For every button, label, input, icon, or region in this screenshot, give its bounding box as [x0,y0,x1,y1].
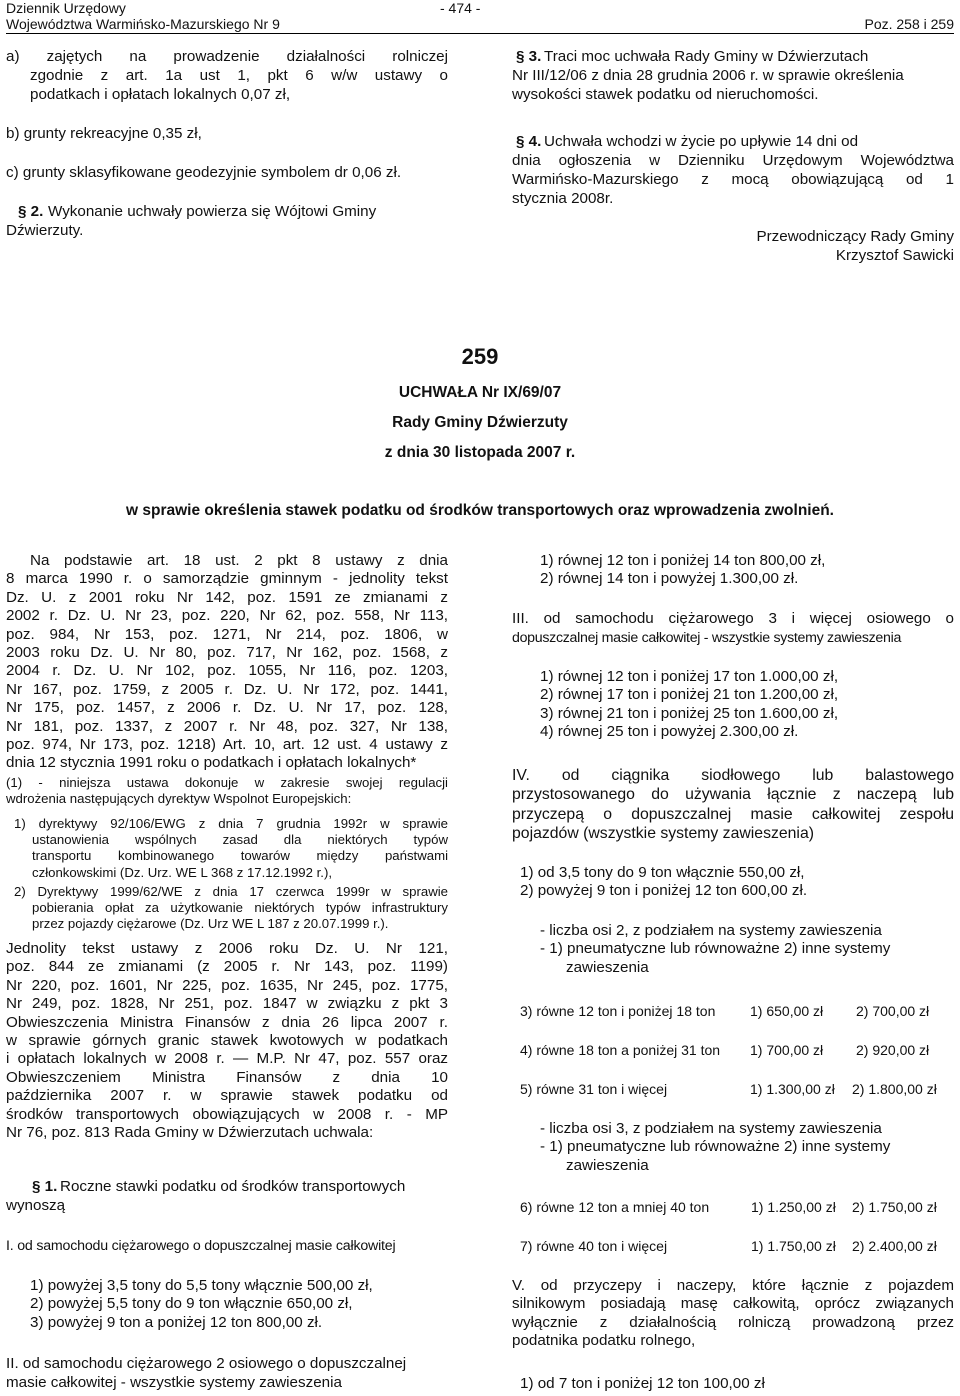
rate-other: 2) 2.400,00 zł [852,1238,937,1254]
rate-pneumatic: 1) 700,00 zł [750,1042,824,1058]
paragraph-4 [512,133,954,151]
axles-2-header-line: - 1) pneumatyczne lub równoważne 2) inne systemy [540,940,891,958]
signature-role: Przewodniczący Rady Gminy [756,228,954,245]
rate-row-2axle [520,1081,667,1097]
consolidated-line: Obwieszczenia Ministra Finansów z dnia 26 lipca 2007 r. [6,1013,448,1031]
paragraph-1-text: Roczne stawki podatku od środków transportowych [60,1178,406,1195]
directive-line: przez pojazdy ciężarowe (Dz. Urz WE L 187 z 20.07.1999 r.). [32,916,389,932]
rate-row-2axle [520,1003,715,1019]
category-1-list [30,1277,448,1332]
paragraph-2-number: § 2. [18,203,44,220]
category-4-list [520,864,807,901]
category-2-title-line-1: II. od samochodu ciężarowego 2 osiowego o dopuszczalnej [6,1355,407,1372]
category-3-item: 2) równej 17 ton i poniżej 21 ton 1.200,00 zł, [540,686,839,704]
axles-3-header [540,1120,954,1175]
paragraph-4-line-2: dnia ogłoszenia w Dzienniku Urzędowym Województwa [512,152,954,169]
item-a-line-1: a) zajętych na prowadzenie działalności rolniczej [6,48,448,65]
paragraph-3-text: Traci moc uchwała Rady Gminy w Dźwierzutach [544,48,869,65]
rate-pneumatic: 1) 650,00 zł [750,1003,824,1019]
category-5-line: silnikowym posiadają masę całkowitą, oprócz związanych [512,1295,954,1313]
category-1-item: 2) powyżej 5,5 tony do 9 ton włącznie 650,00 zł, [30,1295,353,1313]
consolidated-line: w sprawie górnych granic stawek kwotowych w podatkach [6,1032,448,1050]
rate-range: 7) równe 40 ton i więcej [520,1238,668,1254]
directive-1 [6,816,448,881]
paragraph-2 [6,203,448,221]
directive-line: transportu kombinowanego towarów między państwami [32,848,448,864]
rate-pneumatic: 1) 1.300,00 zł [750,1081,835,1097]
resolution-date: z dnia 30 listopada 2007 r. [384,444,576,461]
directive-line: pobierania opłat za użytkowanie niektórych typów infrastruktury [32,900,448,916]
category-3-item: 3) równej 21 ton i poniżej 25 ton 1.600,00 zł, [540,704,839,722]
paragraph-4-line-4: stycznia 2008r. [512,190,614,207]
paragraph-1-line-2: wynoszą [6,1197,66,1214]
category-5-item: 1) od 7 ton i poniżej 12 ton 100,00 zł [520,1375,765,1392]
category-5-line: wyłącznie z działalnością rolniczą prowadzoną przez [512,1313,954,1331]
axles-2-header-line: zawieszenia [566,958,649,976]
category-3-title-line-1: III. od samochodu ciężarowego 3 i więcej osiowego o [512,610,954,627]
footnote [6,775,448,807]
category-4-line: przystosowanego do używania łącznie z naczepą lub [512,786,954,804]
category-2-item: 1) równej 12 ton i poniżej 14 ton 800,00 zł, [540,552,826,569]
position-reference: Poz. 258 i 259 [864,16,954,32]
category-3-list [540,668,838,742]
resolution-subject: w sprawie określenia stawek podatku od środków transportowych oraz wprowadzenia zwolnień. [126,502,834,519]
consolidated-line: środków transportowych obowiązujących w 2008 r. - MP [6,1105,448,1123]
category-5-line: podatnika podatku rolnego, [512,1332,696,1350]
header-rule [6,33,954,34]
category-1-title: I. od samochodu ciężarowego o dopuszczalnej masie całkowitej [6,1238,396,1254]
paragraph-4-text: Uchwała wchodzi w życie po upływie 14 dni od [544,133,859,150]
axles-3-header-line: - 1) pneumatyczne lub równoważne 2) inne systemy [540,1138,891,1156]
consolidated-line: poz. 844 ze zmianami (z 2005 r. Nr 143, poz. 1199) [6,958,448,976]
category-4-title [512,766,954,844]
directive-line: 2) Dyrektywy 1999/62/WE z dnia 17 czerwca 1999r w sprawie [14,884,448,899]
rate-range: 5) równe 31 ton i więcej [520,1081,668,1097]
item-c: c) grunty sklasyfikowane geodezyjnie symbolem dr 0,06 zł. [6,164,402,181]
category-1-item: 3) powyżej 9 ton a poniżej 12 ton 800,00 zł. [30,1313,323,1331]
consolidated-line: października 2007 r. w sprawie stawek podatku od [6,1087,448,1105]
rate-range: 4) równe 18 ton a poniżej 31 ton [520,1042,721,1058]
paragraph-3 [512,48,954,66]
resolution-number: 259 [461,344,499,369]
paragraph-4-number: § 4. [516,133,542,150]
category-4-item: 1) od 3,5 tony do 9 ton włącznie 550,00 zł, [520,864,805,881]
legal-basis-line: 2003 roku Dz. U. Nr 80, poz. 717, Nr 162, poz. 1568, z [6,644,448,662]
rate-row-3axle [520,1238,667,1254]
directive-line: ustanowienia wspólnych zasad dla niektórych typów [32,832,448,848]
legal-basis-line: Na podstawie art. 18 ust. 2 pkt 8 ustawy z dnia [30,552,448,569]
paragraph-3-number: § 3. [516,48,542,65]
category-5-line: V. od przyczepy i naczepy, które łącznie z pojazdem [512,1277,954,1294]
rate-other: 2) 920,00 zł [856,1042,930,1058]
rate-range: 3) równe 12 ton i poniżej 18 ton [520,1003,716,1019]
legal-basis-line: poz. 974, Nr 173, poz. 1218) Art. 10, art. 12 ust. 4 ustawy z [6,736,448,754]
rate-row-2axle [520,1042,720,1058]
consolidated-text [6,940,448,1142]
legal-basis-line: 2002 r. Dz. U. Nr 23, poz. 220, Nr 62, poz. 558, Nr 113, [6,607,448,625]
legal-basis-line: 2004 r. Dz. U. Nr 102, poz. 1055, Nr 116, poz. 1203, [6,662,448,680]
rate-range: 6) równe 12 ton a mniej 40 ton [520,1199,710,1215]
category-3-item: 1) równej 12 ton i poniżej 17 ton 1.000,00 zł, [540,668,839,685]
footnote-line: wdrożenia następujących dyrektyw Wspolnot Europejskich: [6,791,352,807]
journal-voivodeship: Województwa Warmińsko-Mazurskiego Nr 9 [6,16,280,32]
category-5-title [512,1277,954,1351]
category-4-line: przyczepą o dopuszczalnej masie całkowitej zespołu [512,805,954,823]
legal-basis-line: Nr 167, poz. 1759, z 2005 r. Dz. U. Nr 172, poz. 1441, [6,680,448,698]
axles-2-header-line: - liczba osi 2, z podziałem na systemy zawieszenia [540,922,882,939]
footnote-line: (1) - niniejsza ustawa dokonuje w zakresie swojej regulacji [6,775,448,790]
legal-basis-line: dnia 12 stycznia 1991 roku o podatkach i opłatach lokalnych* [6,754,417,772]
paragraph-1-number: § 1. [32,1178,58,1195]
legal-basis-line: Nr 175, poz. 1457, z 2006 r. Dz. U. Nr 17, poz. 128, [6,699,448,717]
category-2-item: 2) równej 14 ton i powyżej 1.300,00 zł. [540,570,799,588]
paragraph-1 [6,1178,448,1196]
resolution-title: UCHWAŁA Nr IX/69/07 [398,384,562,401]
category-4-line: pojazdów (wszystkie systemy zawieszenia) [512,825,814,843]
paragraph-4-line-3: Warmińsko-Mazurskiego z mocą obowiązującą od 1 [512,171,954,188]
signature-name: Krzysztof Sawicki [835,247,954,264]
directive-2 [6,884,448,933]
axles-2-header [540,922,954,977]
paragraph-3-line-3: wysokości stawek podatku od nieruchomości. [512,86,819,103]
consolidated-line: Obwieszczeniem Ministra Finansów z dnia 10 [6,1068,448,1086]
category-4-line: IV. od ciągnika siodłowego lub balastowego [512,767,954,784]
directive-line: członkowskimi (Dz. Urz. WE L 368 z 17.12.1992 r.), [32,864,332,880]
rate-other: 2) 1.800,00 zł [852,1081,937,1097]
item-a-line-3: podatkach i opłatach lokalnych 0,07 zł, [30,86,291,103]
category-1-item: 1) powyżej 3,5 tony do 5,5 tony włącznie 500,00 zł, [30,1277,373,1294]
axles-3-header-line: - liczba osi 3, z podziałem na systemy zawieszenia [540,1120,882,1137]
journal-title: Dziennik Urzędowy [6,0,126,16]
resolution-council: Rady Gminy Dźwierzuty [392,414,568,431]
legal-basis-line: Dz. U. z 2001 roku Nr 142, poz. 1591 ze zmianami z [6,588,448,606]
paragraph-2-text: Wykonanie uchwały powierza się Wójtowi Gminy [48,203,377,220]
legal-basis-line: Nr 181, poz. 1337, z 2007 r. Nr 48, poz. 327, Nr 138, [6,717,448,735]
category-3-item: 4) równej 25 ton i powyżej 2.300,00 zł. [540,723,799,741]
legal-basis-line: poz. 984, Nr 153, poz. 1271, Nr 214, poz. 1806, w [6,625,448,643]
rate-other: 2) 1.750,00 zł [852,1199,937,1215]
category-3-title-line-2: dopuszczalnej masie całkowitej - wszystkie systemy zawieszenia [512,630,902,646]
directive-line: 1) dyrektywy 92/106/EWG z dnia 7 grudnia 1992r w sprawie [14,816,448,831]
category-2-title-line-2: masie całkowitej - wszystkie systemy zawieszenia [6,1374,342,1391]
item-b: b) grunty rekreacyjne 0,35 zł, [6,125,202,142]
item-a-line-2: zgodnie z art. 1a ust 1, pkt 6 w/w ustawy o [30,67,448,84]
category-2-list [540,552,825,589]
paragraph-3-line-2: Nr III/12/06 z dnia 28 grudnia 2006 r. w sprawie określenia [512,67,904,84]
consolidated-line: Nr 249, poz. 1828, Nr 251, poz. 1847 w związku z pkt 3 [6,995,448,1013]
consolidated-line: Jednolity tekst ustawy z 2006 roku Dz. U. Nr 121, [6,940,448,957]
page-number: - 474 - [440,0,481,16]
legal-basis-line: 8 marca 1990 r. o samorządzie gminnym - jednolity tekst [6,570,448,588]
axles-3-header-line: zawieszenia [566,1156,649,1174]
consolidated-line: Nr 76, poz. 813 Rada Gminy w Dźwierzutach uchwala: [6,1124,374,1142]
paragraph-2-line-2: Dźwierzuty. [6,222,84,239]
rate-row-3axle [520,1199,709,1215]
consolidated-line: i opłatach lokalnych w 2008 r. — M.P. Nr 47, poz. 557 oraz [6,1050,448,1068]
rate-pneumatic: 1) 1.250,00 zł [751,1199,836,1215]
category-4-item: 2) powyżej 9 ton i poniżej 12 ton 600,00 zł. [520,882,808,900]
rate-pneumatic: 1) 1.750,00 zł [751,1238,836,1254]
rate-other: 2) 700,00 zł [856,1003,930,1019]
legal-basis [6,552,448,773]
consolidated-line: Nr 220, poz. 1601, Nr 225, poz. 1635, Nr 245, poz. 1775, [6,976,448,994]
